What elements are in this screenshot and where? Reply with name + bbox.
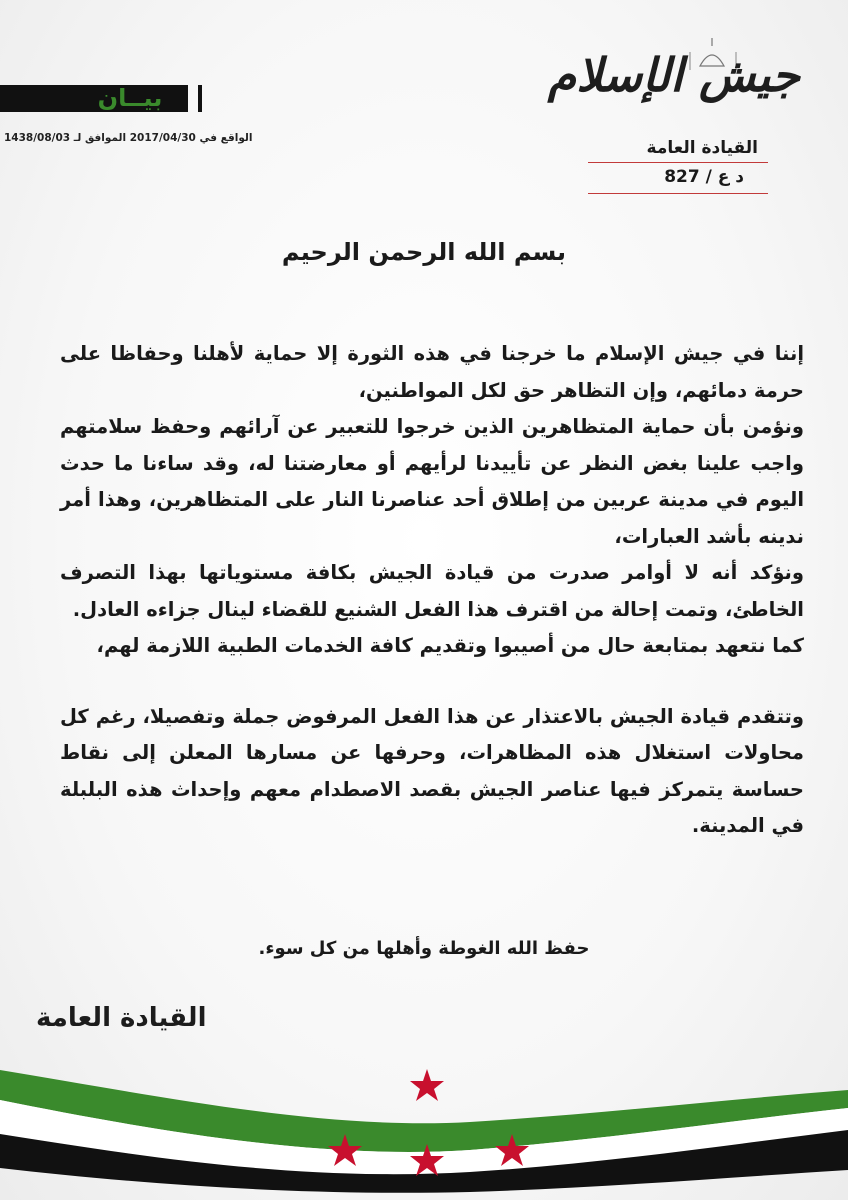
command-block (588, 138, 768, 194)
statement-body (60, 336, 804, 845)
signature: القيادة العامة (36, 1003, 207, 1033)
statement-label: بيــان (97, 84, 163, 112)
flag-wave-footer (0, 1060, 848, 1200)
date-line: الواقع في 2017/04/30 الموافق لـ 1438/08/03 (4, 132, 253, 144)
closing-line: حفظ الله الغوطة وأهلها من كل سوء. (258, 938, 590, 959)
command-title: القيادة العامة (646, 138, 758, 158)
body-paragraph: وتتقدم قيادة الجيش بالاعتذار عن هذا الفعل المرفوض جملة وتفصيلا، رغم كل محاولات استغلال هذه المظاهرات، وحرفها عن مسارها المعلن إلى نقاط حساسة يتمركز فيها عناصر الجيش بقصد الاصطدام معهم وإحداث هذه البلبلة في المدينة. (60, 704, 804, 837)
body-paragraph: ونؤكد أنه لا أوامر صدرت من قيادة الجيش بكافة مستوياتها بهذا التصرف الخاطئ، وتمت إحالة من اقترف هذا الفعل الشنيع للقضاء لينال جزاءه العادل. (60, 561, 804, 621)
body-paragraph: ونؤمن بأن حماية المتظاهرين الذين خرجوا للتعبير عن آرائهم وحفظ سلامتهم واجب علينا بغض النظر عن تأييدنا لرأيهم أو معارضتنا له، وقد ساءنا ما حدث اليوم في مدينة عربين من إطلاق أحد عناصرنا النار على المتظاهرين، وهذا أمر ندينه بأشد العبارات، (60, 415, 804, 548)
divider (588, 193, 768, 194)
logo-text: جيش الإسلام (547, 48, 800, 102)
body-paragraph: إننا في جيش الإسلام ما خرجنا في هذه الثورة إلا حماية لأهلنا وحفاظا على حرمة دمائهم، وإن التظاهر حق لكل المواطنين، (60, 342, 804, 402)
body-paragraph: كما نتعهد بمتابعة حال من أصيبوا وتقديم كافة الخدمات الطبية اللازمة لهم، (96, 634, 804, 657)
basmala: بسم الله الرحمن الرحيم (281, 238, 567, 266)
divider (588, 162, 768, 163)
reference-number: د ع / 827 (664, 167, 744, 187)
organization-logo (547, 30, 800, 110)
star-icon (410, 1069, 444, 1101)
header-bar-tick (198, 85, 202, 112)
